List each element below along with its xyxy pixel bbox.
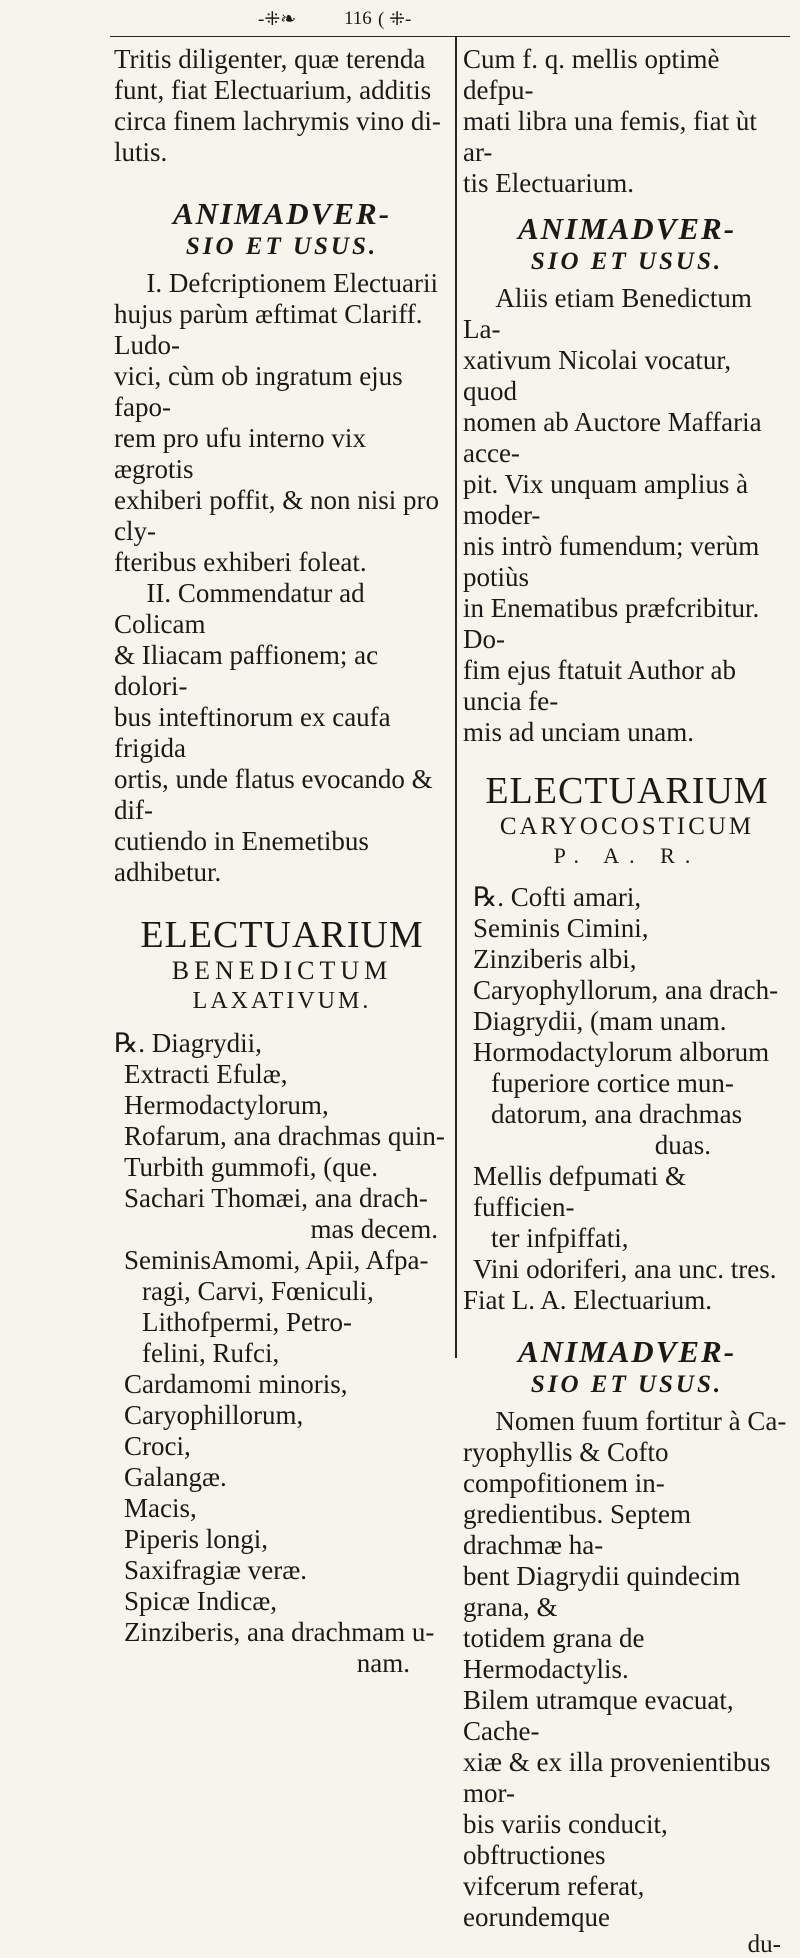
text-line: Tritis diligenter, quæ terenda: [114, 44, 426, 74]
right-column: [463, 44, 791, 1957]
text-line: Nomen fuum fortitur à Ca-: [495, 1406, 787, 1436]
ingredient-line: Piperis longi,: [124, 1524, 269, 1554]
ingredient-line: Fiat L. A. Electuarium.: [463, 1285, 712, 1315]
ingredient-line: fuperiore cortice mun-: [491, 1068, 734, 1098]
commentary-paragraph-1: [114, 268, 450, 578]
text-line: mati libra una femis, fiat ùt ar-: [463, 106, 757, 167]
ingredient-line: ℞. Cofti amari,: [473, 882, 642, 912]
text-line: vici, cùm ob ingratum ejus fapo-: [114, 361, 403, 422]
page-number: 116: [344, 8, 372, 29]
ingredient-line: SeminisAmomi, Apii, Afpa-: [124, 1245, 429, 1275]
text-line: ryophyllis & Cofto compofitionem in-: [463, 1437, 669, 1498]
ingredient-line: Extracti Efulæ,: [124, 1059, 288, 1089]
text-line: funt, fiat Electuarium, additis: [114, 75, 432, 105]
recipe-title: ELECTUARIUM: [140, 914, 424, 956]
ingredient-line: Spicæ Indicæ,: [124, 1586, 277, 1616]
ingredient-line: mas decem.: [310, 1214, 438, 1244]
section-heading: [463, 211, 791, 277]
page-header: [110, 8, 790, 37]
text-line: totidem grana de Hermodactylis.: [463, 1623, 645, 1684]
ingredient-line: Zinziberis albi,: [473, 944, 637, 974]
text-line: bus inteftinorum ex caufa frigida: [114, 702, 391, 763]
ingredient-line: Galangæ.: [124, 1462, 227, 1492]
text-line: rem pro ufu interno vix ægrotis: [114, 423, 366, 484]
text-line: mis ad unciam unam.: [463, 717, 694, 747]
text-line: in Enematibus præfcribitur. Do-: [463, 593, 760, 654]
right-intro-paragraph: [463, 44, 791, 199]
text-line: gredientibus. Septem drachmæ ha-: [463, 1499, 691, 1560]
text-line: lutis.: [114, 137, 168, 167]
left-intro-paragraph: [114, 44, 450, 168]
recipe-ingredients: [463, 882, 791, 1316]
catchword: du-: [747, 1931, 781, 1958]
recipe-ingredients: [114, 1028, 450, 1679]
text-line: tis Electuarium.: [463, 168, 634, 198]
text-line: nis intrò fumendum; verùm potiùs: [463, 531, 760, 592]
text-line: vifcerum referat, eorundemque: [463, 1871, 645, 1932]
ingredient-line: Zinziberis, ana drachmam u-: [124, 1617, 435, 1647]
text-line: & Iliacam paffionem; ac dolori-: [114, 640, 379, 701]
left-column: [114, 44, 450, 1679]
ingredient-line: Diagrydii, (mam unam.: [473, 1006, 727, 1036]
section-heading-line-2: SIO ET USUS.: [185, 233, 379, 260]
text-line: I. Defcriptionem Electuarii: [146, 268, 439, 298]
text-line: nomen ab Auctore Maffaria acce-: [463, 407, 762, 468]
ingredient-line: Caryophillorum,: [124, 1400, 304, 1430]
ingredient-line: Rofarum, ana drachmas quin-: [124, 1121, 445, 1151]
ingredient-line: Hormodactylorum alborum: [473, 1037, 770, 1067]
text-line: II. Commendatur ad Colicam: [114, 578, 365, 639]
ingredient-line: Sachari Thomæi, ana drach-: [124, 1183, 428, 1213]
ingredient-line: Seminis Cimini,: [473, 913, 649, 943]
ingredient-line: Lithofpermi, Petro-: [142, 1307, 352, 1337]
ingredient-line: Croci,: [124, 1431, 191, 1461]
ingredient-line: Cardamomi minoris,: [124, 1369, 348, 1399]
recipe-subtitle-2: P. A. R.: [553, 843, 701, 868]
ingredient-line: Hermodactylorum,: [124, 1090, 329, 1120]
section-heading-line-2: SIO ET USUS.: [530, 248, 724, 275]
text-line: xiæ & ex illa provenientibus mor-: [463, 1747, 771, 1808]
ingredient-line: duas.: [654, 1130, 711, 1160]
header-ornament-right: ( ⁜-: [378, 9, 412, 30]
text-line: cutiendo in Enemetibus adhibetur.: [114, 826, 369, 887]
text-line: bent Diagrydii quindecim grana, &: [463, 1561, 741, 1622]
section-heading: [114, 196, 450, 262]
ingredient-line: felini, Rufci,: [142, 1338, 280, 1368]
ingredient-line: ℞. Diagrydii,: [114, 1028, 262, 1058]
recipe-subtitle: BENEDICTUM: [171, 956, 393, 985]
section-heading-line-1: ANIMADVER-: [517, 1334, 737, 1369]
section-heading: [463, 1334, 791, 1400]
section-heading-line-1: ANIMADVER-: [172, 196, 392, 231]
text-line: exhiberi poffit, & non nisi pro cly-: [114, 485, 439, 546]
ingredient-line: datorum, ana drachmas: [491, 1099, 743, 1129]
text-line: fteribus exhiberi foleat.: [114, 547, 367, 577]
ingredient-line: Saxifragiæ veræ.: [124, 1555, 307, 1585]
recipe-title: ELECTUARIUM: [485, 770, 769, 812]
text-line: Bilem utramque evacuat, Cache-: [463, 1685, 734, 1746]
text-line: fim ejus ftatuit Author ab uncia fe-: [463, 655, 736, 716]
text-line: pit. Vix unquam amplius à moder-: [463, 469, 749, 530]
commentary-paragraph-2: [114, 578, 450, 888]
ingredient-line: ter infpiffati,: [491, 1223, 629, 1253]
section-heading-line-1: ANIMADVER-: [517, 211, 737, 246]
ingredient-line: Vini odoriferi, ana unc. tres.: [473, 1254, 777, 1284]
text-line: xativum Nicolai vocatur, quod: [463, 345, 732, 406]
text-line: circa finem lachrymis vino di-: [114, 106, 441, 136]
commentary-paragraph: [463, 1406, 791, 1933]
text-line: Cum f. q. mellis optimè defpu-: [463, 44, 720, 105]
ingredient-line: ragi, Carvi, Fœniculi,: [142, 1276, 374, 1306]
ingredient-line: Turbith gummofi, (que.: [124, 1152, 379, 1182]
section-heading-line-2: SIO ET USUS.: [530, 1371, 724, 1398]
ingredient-line: Mellis defpumati & fufficien-: [473, 1161, 686, 1222]
column-divider: [455, 36, 457, 1358]
recipe-subtitle: CARYOCOSTICUM: [499, 813, 755, 840]
text-line: ortis, unde flatus evocando & dif-: [114, 764, 433, 825]
text-line: Aliis etiam Benedictum La-: [463, 283, 752, 344]
ingredient-line: Macis,: [124, 1493, 197, 1523]
text-line: bis variis conducit, obftructiones: [463, 1809, 668, 1870]
ingredient-line: nam.: [356, 1648, 410, 1678]
text-line: hujus parùm æftimat Clariff. Ludo-: [114, 299, 423, 360]
commentary-paragraph: [463, 283, 791, 748]
ingredient-line: Caryophyllorum, ana drach-: [473, 975, 779, 1005]
recipe-subtitle-2: LAXATIVUM.: [192, 988, 372, 1014]
header-ornament-left: -⁜❧: [258, 9, 297, 30]
